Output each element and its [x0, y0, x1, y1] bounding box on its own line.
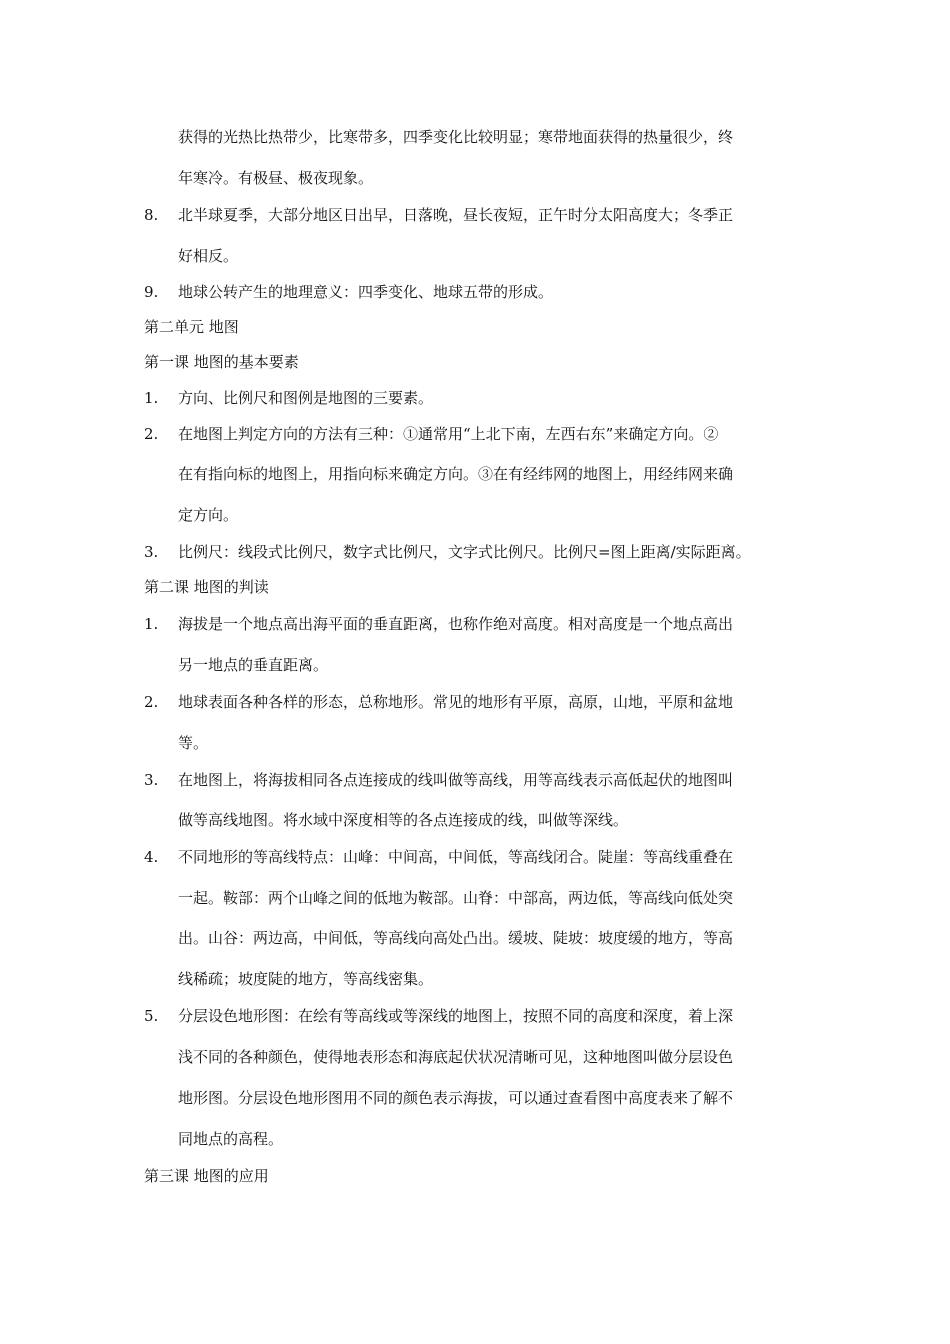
list-item-line: 在地图上判定方向的方法有三种：①通常用“上北下南，左西右东”来确定方向。②: [178, 425, 719, 443]
list-item-line: 比例尺：线段式比例尺，数字式比例尺，文字式比例尺。比例尺=图上距离/实际距离。: [178, 543, 751, 561]
section-heading: 第三课 地图的应用: [144, 1167, 269, 1185]
list-item-line: 海拔是一个地点高出海平面的垂直距离，也称作绝对高度。相对高度是一个地点高出: [178, 615, 734, 633]
list-item-line: 另一地点的垂直距离。: [178, 656, 329, 674]
list-item-line: 线稀疏；坡度陡的地方，等高线密集。: [178, 970, 434, 988]
section-heading: 第二课 地图的判读: [144, 578, 269, 596]
list-item-number: 3.: [144, 771, 159, 789]
list-item-line: 出。山谷：两边高，中间低，等高线向高处凸出。缓坡、陡坡：坡度缓的地方，等高: [178, 929, 734, 947]
list-item-line: 同地点的高程。: [178, 1130, 284, 1148]
list-item-line: 不同地形的等高线特点：山峰：中间高，中间低，等高线闭合。陡崖：等高线重叠在: [178, 848, 734, 866]
list-item-number: 2.: [144, 425, 159, 443]
list-item-line: 地球表面各种各样的形态，总称地形。常见的地形有平原，高原，山地，平原和盆地: [178, 693, 734, 711]
list-item-line: 在地图上，将海拔相同各点连接成的线叫做等高线，用等高线表示高低起伏的地图叫: [178, 771, 734, 789]
list-item-line: 分层设色地形图：在绘有等高线或等深线的地图上，按照不同的高度和深度，着上深: [178, 1007, 734, 1025]
list-item-line: 等。: [178, 734, 209, 752]
section-heading: 第二单元 地图: [144, 318, 239, 336]
list-item-number: 9.: [144, 283, 159, 301]
continued-paragraph-line: 获得的光热比热带少，比寒带多，四季变化比较明显；寒带地面获得的热量很少，终: [178, 128, 734, 146]
continued-paragraph-line: 年寒冷。有极昼、极夜现象。: [178, 169, 374, 187]
list-item-number: 2.: [144, 693, 159, 711]
list-item-line: 北半球夏季，大部分地区日出早，日落晚，昼长夜短，正午时分太阳高度大；冬季正: [178, 206, 734, 224]
list-item-line: 浅不同的各种颜色，使得地表形态和海底起伏状况清晰可见，这种地图叫做分层设色: [178, 1048, 734, 1066]
list-item-line: 地形图。分层设色地形图用不同的颜色表示海拔，可以通过查看图中高度表来了解不: [178, 1089, 734, 1107]
list-item-line: 地球公转产生的地理意义：四季变化、地球五带的形成。: [178, 283, 554, 301]
list-item-line: 做等高线地图。将水域中深度相等的各点连接成的线，叫做等深线。: [178, 811, 629, 829]
list-item-line: 一起。鞍部：两个山峰之间的低地为鞍部。山脊：中部高，两边低，等高线向低处突: [178, 889, 734, 907]
list-item-number: 4.: [144, 848, 159, 866]
list-item-number: 1.: [144, 389, 159, 407]
list-item-line: 在有指向标的地图上，用指向标来确定方向。③在有经纬网的地图上，用经纬网来确: [178, 465, 734, 483]
list-item-number: 5.: [144, 1007, 159, 1025]
list-item-number: 8.: [144, 206, 159, 224]
list-item-line: 定方向。: [178, 506, 239, 524]
section-heading: 第一课 地图的基本要素: [144, 353, 299, 371]
list-item-line: 好相反。: [178, 247, 239, 265]
list-item-line: 方向、比例尺和图例是地图的三要素。: [178, 389, 434, 407]
list-item-number: 3.: [144, 543, 159, 561]
list-item-number: 1.: [144, 615, 159, 633]
